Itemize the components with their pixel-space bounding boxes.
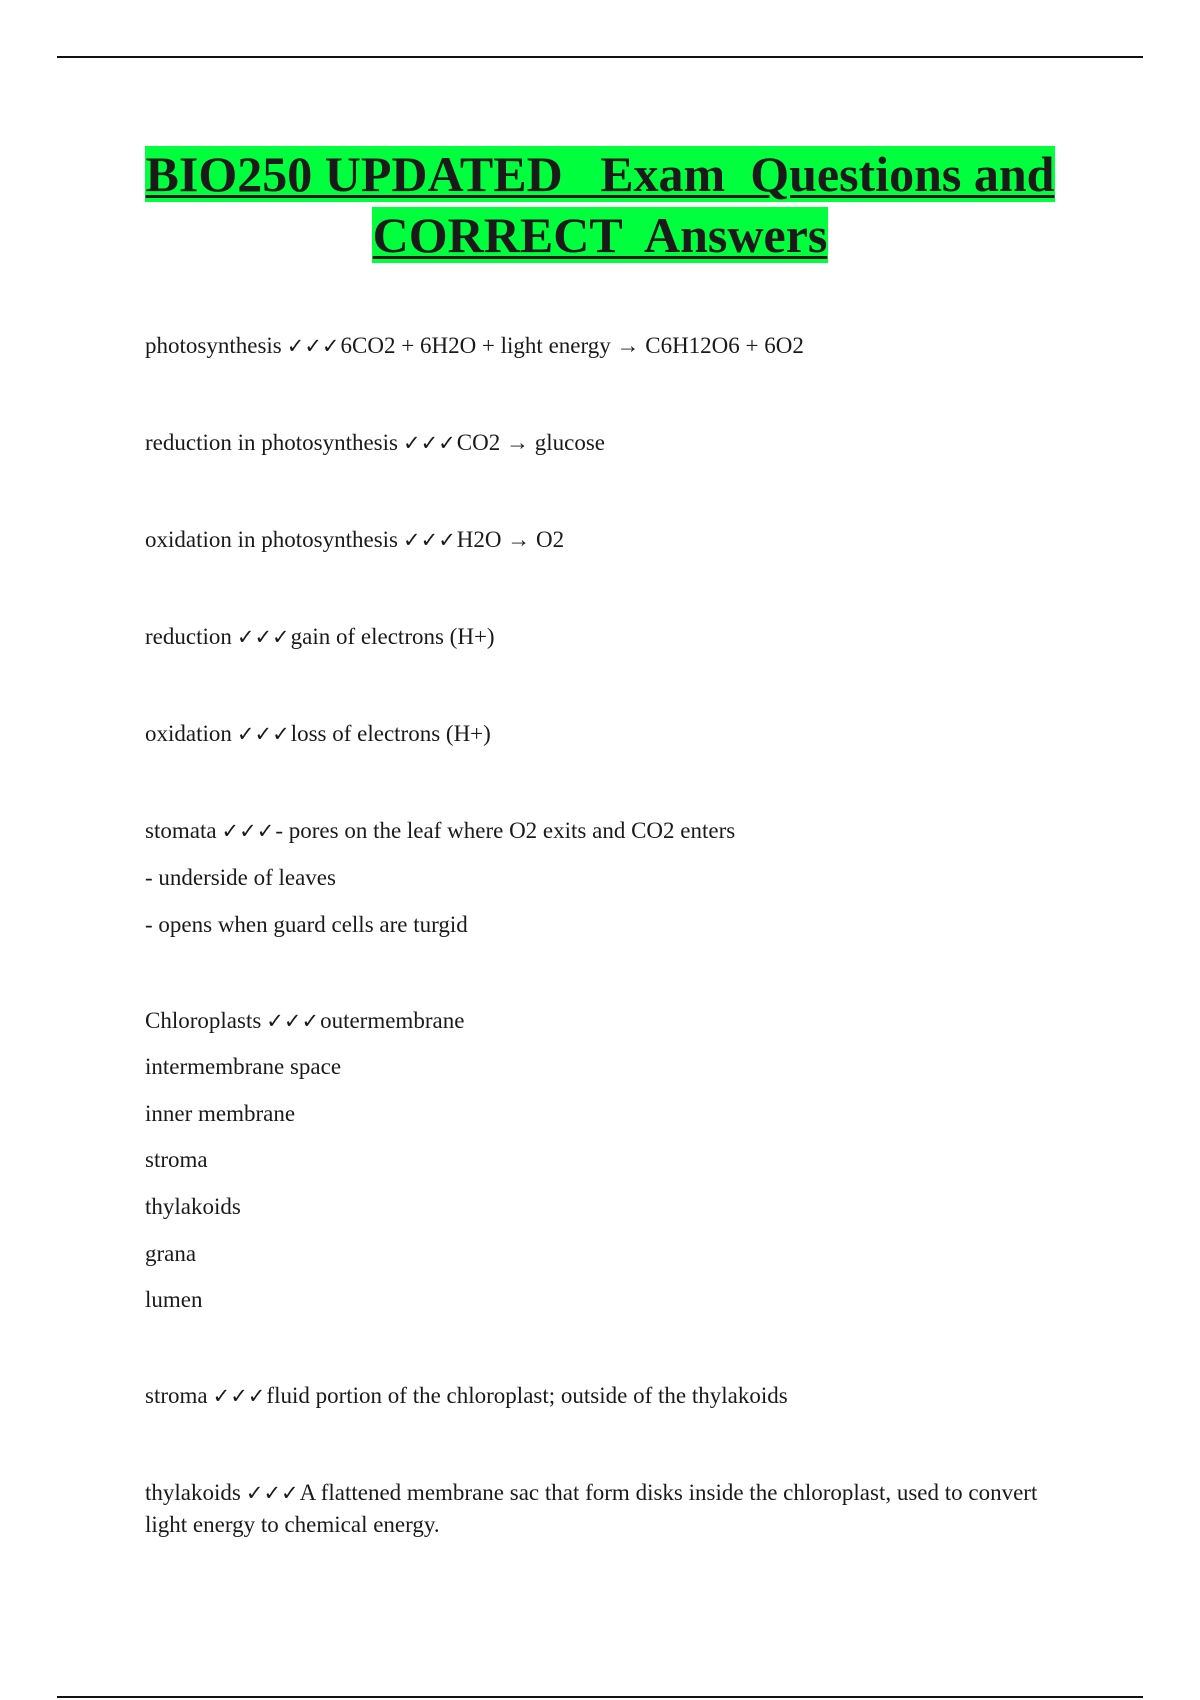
check-marks-icon: ✓✓✓ (236, 625, 290, 649)
qa-answer: outermembrane (320, 1008, 465, 1033)
title-line-2: CORRECT Answers (372, 207, 828, 263)
top-rule (57, 56, 1143, 58)
qa-item-oxidation-in-photosynthesis (145, 524, 1045, 556)
check-marks-icon: ✓✓✓ (286, 334, 340, 358)
qa-answer: - pores on the leaf where O2 exits and CO2 enters (275, 818, 736, 843)
qa-term: stroma (145, 1383, 208, 1408)
qa-answer: loss of electrons (H+) (290, 721, 491, 746)
qa-term: reduction in photosynthesis (145, 430, 398, 455)
qa-answer: 6CO2 + 6H2O + light energy → C6H12O6 + 6O2 (340, 333, 804, 358)
qa-answer-line: lumen (145, 1287, 203, 1312)
bottom-rule (57, 1696, 1143, 1698)
qa-item-oxidation (145, 718, 1045, 750)
qa-answer: CO2 → glucose (456, 430, 605, 455)
qa-term: oxidation (145, 721, 232, 746)
qa-term: stomata (145, 818, 217, 843)
check-marks-icon: ✓✓✓ (245, 1481, 299, 1505)
title-line-1: BIO250 UPDATED Exam Questions and (145, 146, 1055, 202)
qa-answer-line: - opens when guard cells are turgid (145, 912, 468, 937)
qa-answer-line: - underside of leaves (145, 865, 336, 890)
check-marks-icon: ✓✓✓ (221, 819, 275, 843)
qa-answer: A flattened membrane sac that form disks inside the chloroplast, used to convert light energy to chemical energy. (145, 1480, 1038, 1537)
qa-item-chloroplasts (145, 1005, 1045, 1037)
qa-answer-line: intermembrane space (145, 1054, 342, 1079)
check-marks-icon: ✓✓✓ (402, 431, 456, 455)
check-marks-icon: ✓✓✓ (212, 1384, 266, 1408)
qa-answer-line: thylakoids (145, 1194, 241, 1219)
qa-term: thylakoids (145, 1480, 241, 1505)
qa-term: photosynthesis (145, 333, 282, 358)
check-marks-icon: ✓✓✓ (236, 722, 290, 746)
qa-item-stomata (145, 815, 1045, 847)
qa-answer-line: grana (145, 1241, 197, 1266)
document-title (100, 144, 1100, 266)
qa-item-photosynthesis (145, 330, 1045, 362)
qa-answer: fluid portion of the chloroplast; outside of the thylakoids (266, 1383, 788, 1408)
qa-answer: H2O → O2 (456, 527, 565, 552)
qa-item-thylakoids (145, 1477, 1045, 1540)
qa-term: oxidation in photosynthesis (145, 527, 398, 552)
check-marks-icon: ✓✓✓ (403, 528, 456, 552)
qa-answer: gain of electrons (H+) (290, 624, 495, 649)
qa-answer-line: inner membrane (145, 1101, 296, 1126)
qa-answer-line: stroma (145, 1147, 208, 1172)
qa-term: Chloroplasts (145, 1008, 262, 1033)
check-marks-icon: ✓✓✓ (266, 1009, 320, 1033)
qa-term: reduction (145, 624, 232, 649)
qa-item-reduction-in-photosynthesis (145, 427, 1045, 459)
qa-item-stroma (145, 1380, 1045, 1412)
qa-item-reduction (145, 621, 1045, 653)
